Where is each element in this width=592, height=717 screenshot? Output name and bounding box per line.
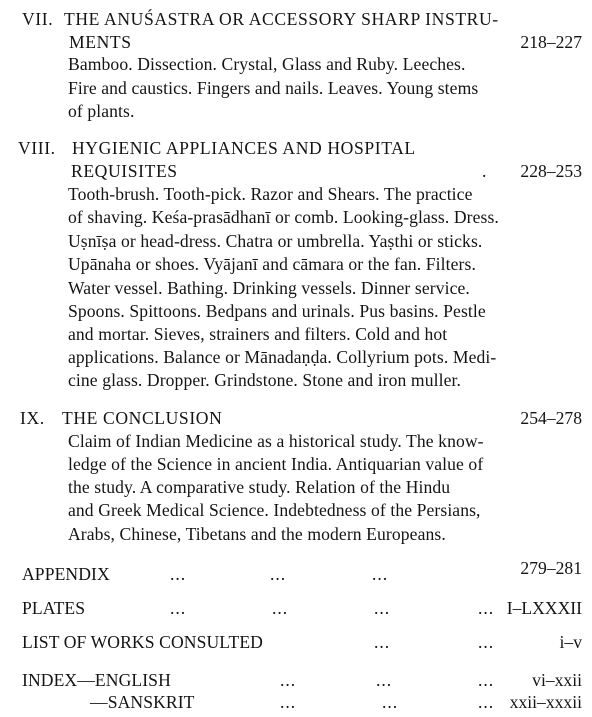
works-label: LIST OF WORKS CONSULTED: [22, 632, 263, 652]
chapter-marker: .: [482, 161, 487, 181]
chapter-title-line-2: REQUISITES: [71, 161, 178, 181]
chapter-body-line: Bamboo. Dissection. Crystal, Glass and Ruby. Leeches.: [68, 54, 466, 74]
leader-dots: ...: [280, 692, 297, 712]
appendix-pages: 279–281: [520, 558, 582, 578]
chapter-numeral: IX.: [20, 408, 45, 428]
index-sanskrit-label: —SANSKRIT: [90, 692, 195, 712]
chapter-body-line: Fire and caustics. Fingers and nails. Leaves. Young stems: [68, 78, 479, 98]
leader-dots: ...: [478, 598, 495, 618]
chapter-body-line: and mortar. Sieves, strainers and filters. Cold and hot: [68, 324, 448, 344]
appendix-label: APPENDIX: [22, 564, 110, 584]
chapter-body-line: ledge of the Science in ancient India. Antiquarian value of: [68, 454, 484, 474]
chapter-pages: 254–278: [520, 408, 582, 428]
chapter-body-line: applications. Balance or Mānadaṇḍa. Collyrium pots. Medi-: [68, 347, 497, 367]
chapter-body-line: Claim of Indian Medicine as a historical study. The know-: [68, 431, 484, 451]
chapter-body-line: of shaving. Keśa-prasādhanī or comb. Looking-glass. Dress.: [68, 207, 499, 227]
leader-dots: ...: [374, 598, 391, 618]
leader-dots: ...: [372, 564, 389, 584]
leader-dots: ...: [374, 632, 391, 652]
plates-label: PLATES: [22, 598, 86, 618]
chapter-body-line: Water vessel. Bathing. Drinking vessels. Dinner service.: [68, 278, 470, 298]
plates-pages: I–LXXXII: [506, 598, 582, 618]
chapter-pages: 228–253: [520, 161, 582, 181]
chapter-title-line-1: THE CONCLUSION: [62, 408, 223, 428]
chapter-body-line: Upānaha or shoes. Vyājanī and cāmara or the fan. Filters.: [68, 254, 476, 274]
chapter-title-line-1: THE ANUŚASTRA OR ACCESSORY SHARP INSTRU-: [64, 9, 499, 29]
leader-dots: ...: [478, 692, 495, 712]
chapter-numeral: VII.: [22, 9, 54, 29]
chapter-body-line: Tooth-brush. Tooth-pick. Razor and Shears. The practice: [68, 184, 473, 204]
index-sanskrit-pages: xxii–xxxii: [509, 692, 582, 712]
chapter-body-line: Uṣnīṣa or head-dress. Chatra or umbrella. Yaṣthi or sticks.: [68, 231, 483, 251]
index-english-pages: vi–xxii: [532, 670, 582, 690]
leader-dots: ...: [170, 564, 187, 584]
chapter-title-line-1: HYGIENIC APPLIANCES AND HOSPITAL: [72, 138, 416, 158]
chapter-pages: 218–227: [520, 32, 582, 52]
chapter-title-line-2: MENTS: [69, 32, 132, 52]
leader-dots: ...: [478, 670, 495, 690]
leader-dots: ...: [280, 670, 297, 690]
chapter-body-line: and Greek Medical Science. Indebtedness of the Persians,: [68, 500, 481, 520]
leader-dots: ...: [382, 692, 399, 712]
chapter-body-line: the study. A comparative study. Relation of the Hindu: [68, 477, 451, 497]
leader-dots: ...: [376, 670, 393, 690]
chapter-body-line: Arabs, Chinese, Tibetans and the modern Europeans.: [68, 524, 446, 544]
leader-dots: ...: [272, 598, 289, 618]
chapter-numeral: VIII.: [18, 138, 56, 158]
index-english-label: INDEX—ENGLISH: [22, 670, 171, 690]
chapter-body-line: cine glass. Dropper. Grindstone. Stone and iron muller.: [68, 370, 461, 390]
leader-dots: ...: [170, 598, 187, 618]
leader-dots: ...: [270, 564, 287, 584]
leader-dots: ...: [478, 632, 495, 652]
chapter-body-line: Spoons. Spittoons. Bedpans and urinals. Pus basins. Pestle: [68, 301, 486, 321]
works-pages: i–v: [559, 632, 582, 652]
chapter-body-line: of plants.: [68, 101, 135, 121]
